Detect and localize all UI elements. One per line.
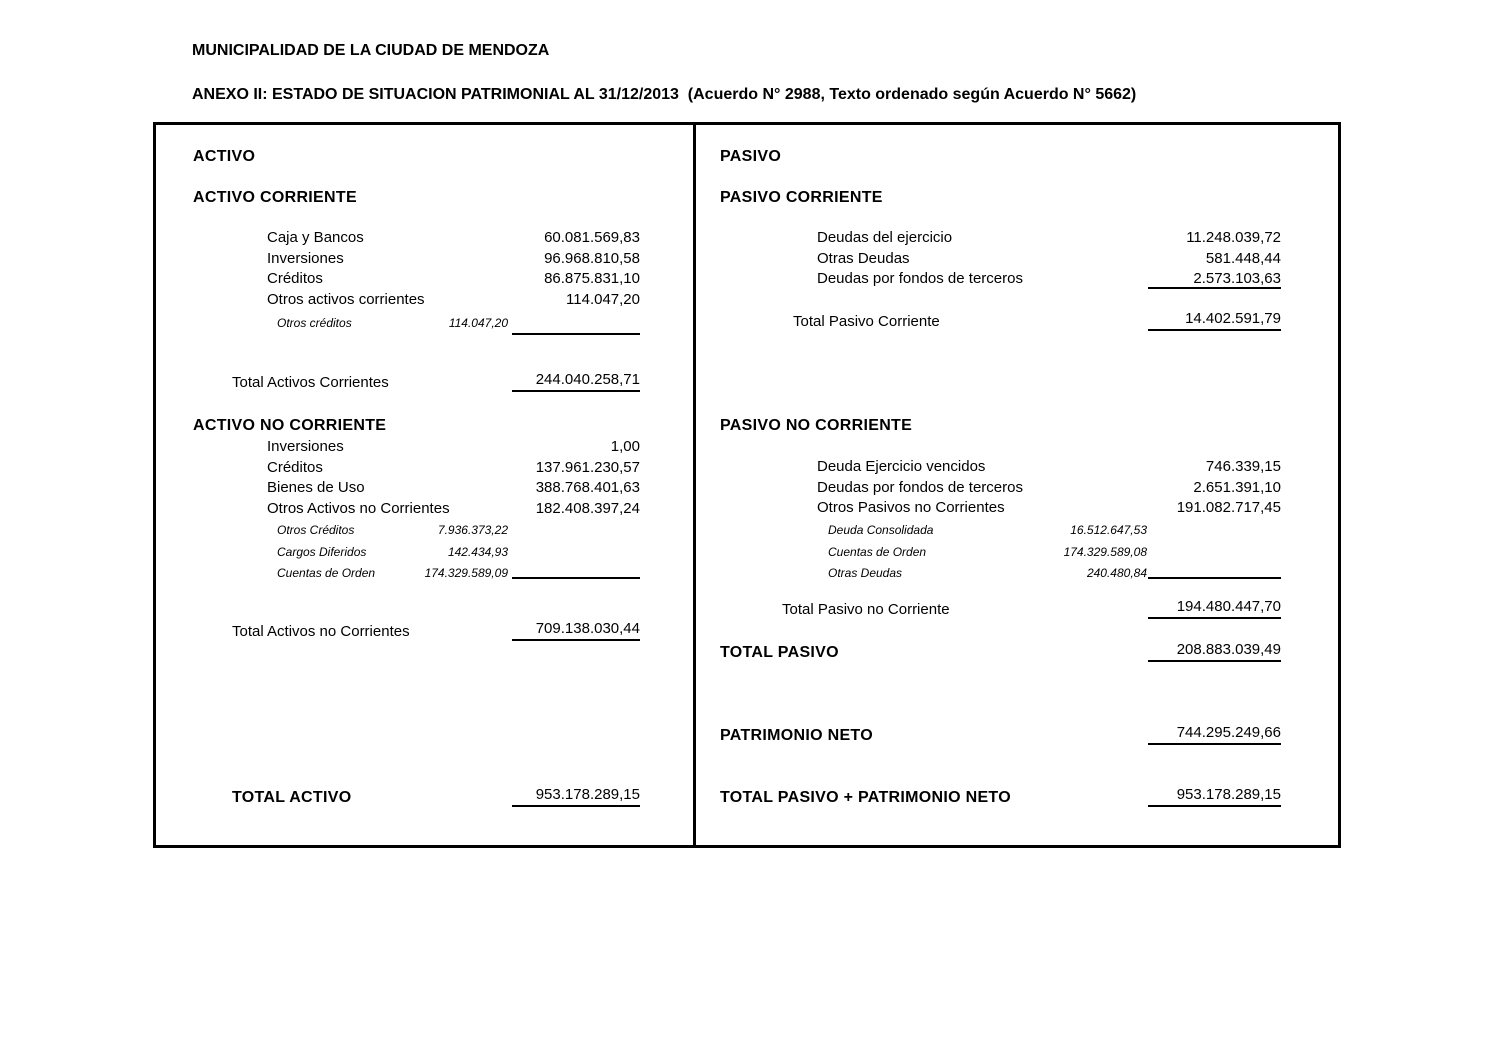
line-item-value: 114.047,20 xyxy=(566,290,640,308)
total-amount-cell xyxy=(1148,724,1281,745)
activo-section-title: ACTIVO xyxy=(193,148,256,165)
line-item-label: Créditos xyxy=(267,270,323,287)
pasivo-no-corriente-title: PASIVO NO CORRIENTE xyxy=(720,417,913,434)
total-label: Total Pasivo no Corriente xyxy=(782,601,950,618)
line-item-label: Deudas por fondos de terceros xyxy=(817,270,1023,287)
line-item-row xyxy=(156,290,640,311)
pasivo-corriente-title: PASIVO CORRIENTE xyxy=(720,189,883,206)
line-item-value: 191.082.717,45 xyxy=(1176,499,1281,516)
activo-no-corriente-subrows xyxy=(156,520,640,585)
total-label: TOTAL ACTIVO xyxy=(232,789,352,806)
total-amount-cell xyxy=(1148,598,1281,619)
pasivo-section-title: PASIVO xyxy=(720,148,782,165)
total-value: 194.480.447,70 xyxy=(1176,598,1281,615)
sub-item-row xyxy=(696,520,1281,542)
line-item-row xyxy=(696,478,1281,499)
line-item-row xyxy=(156,437,640,458)
line-item-value: 137.961.230,57 xyxy=(535,458,640,476)
total-label: Total Activos Corrientes xyxy=(232,374,389,391)
line-item-value: 86.875.831,10 xyxy=(544,270,640,287)
line-item-row xyxy=(156,228,640,249)
total-activos-no-corrientes-row xyxy=(156,620,1338,643)
total-value: 709.138.030,44 xyxy=(535,620,640,637)
line-item-value: 746.339,15 xyxy=(1205,458,1281,475)
sub-item-row xyxy=(696,542,1281,564)
line-item-label: Caja y Bancos xyxy=(267,229,364,246)
sub-item-value: 16.512.647,53 xyxy=(1070,523,1147,537)
total-value: 14.402.591,79 xyxy=(1185,310,1281,327)
total-pasivo-corriente-row xyxy=(156,310,1338,333)
total-amount-cell xyxy=(512,371,640,392)
total-label: PATRIMONIO NETO xyxy=(720,727,873,744)
total-label: TOTAL PASIVO xyxy=(720,644,839,661)
total-amount-cell xyxy=(512,620,640,641)
sub-item-value: 142.434,93 xyxy=(447,544,508,559)
line-item-value: 11.248.039,72 xyxy=(1186,229,1281,246)
line-item-label: Créditos xyxy=(267,458,323,476)
line-item-row xyxy=(696,249,1281,270)
sub-item-label: Cuentas de Orden xyxy=(828,544,927,559)
activo-no-corriente-rows xyxy=(156,437,640,519)
pasivo-corriente-rows xyxy=(696,228,1281,290)
sub-item-row xyxy=(156,520,640,542)
line-item-row xyxy=(156,269,640,290)
line-item-row xyxy=(696,457,1281,478)
line-item-value: 182.408.397,24 xyxy=(535,499,640,517)
total-value: 744.295.249,66 xyxy=(1176,724,1281,741)
sub-item-label: Otras Deudas xyxy=(828,566,903,580)
line-item-label: Deudas por fondos de terceros xyxy=(817,478,1023,496)
sub-item-label: Otros Créditos xyxy=(277,523,355,537)
pasivo-no-corriente-rows xyxy=(696,457,1281,519)
total-value: 208.883.039,49 xyxy=(1176,641,1281,658)
sub-item-label: Otros créditos xyxy=(277,316,352,330)
sub-item-row xyxy=(156,563,640,585)
sub-item-value: 240.480,84 xyxy=(1086,566,1147,580)
line-item-label: Otros Pasivos no Corrientes xyxy=(817,499,1005,516)
sub-item-label: Deuda Consolidada xyxy=(828,523,934,537)
line-item-row xyxy=(696,228,1281,249)
sub-item-row xyxy=(156,542,640,564)
patrimonio-neto-row xyxy=(156,724,1338,747)
total-value: 953.178.289,15 xyxy=(535,786,640,803)
statement-box xyxy=(153,122,1341,848)
sub-item-row xyxy=(696,563,1281,585)
sub-item-value: 174.329.589,08 xyxy=(1063,544,1147,559)
line-item-value: 581.448,44 xyxy=(1205,249,1281,267)
total-pasivo-patrimonio-row xyxy=(156,786,1338,809)
line-item-row xyxy=(696,498,1281,519)
sub-item-value: 174.329.589,09 xyxy=(424,566,508,580)
line-item-label: Otras Deudas xyxy=(817,249,910,267)
total-activos-corrientes-row xyxy=(156,371,1338,394)
line-item-value: 60.081.569,83 xyxy=(544,229,640,246)
underline-rule xyxy=(512,333,640,335)
total-pasivo-row xyxy=(156,641,1338,664)
line-item-label: Deuda Ejercicio vencidos xyxy=(817,458,986,475)
line-item-label: Bienes de Uso xyxy=(267,479,365,496)
line-item-row xyxy=(156,499,640,520)
line-item-value: 1,00 xyxy=(610,438,640,455)
line-item-label: Inversiones xyxy=(267,438,344,455)
total-label: TOTAL PASIVO + PATRIMONIO NETO xyxy=(720,789,1011,806)
line-item-label: Inversiones xyxy=(267,249,344,267)
line-item-value: 388.768.401,63 xyxy=(535,479,640,496)
line-item-label: Deudas del ejercicio xyxy=(817,229,953,246)
line-item-value: 2.573.103,63 xyxy=(1193,270,1281,287)
total-amount-cell xyxy=(1148,641,1281,662)
underline-rule xyxy=(1148,577,1281,579)
document-subtitle: ANEXO II: ESTADO DE SITUACION PATRIMONIAL AL 31/12/2013 (Acuerdo N° 2988, Texto ordenado según Acuerdo N° 5662) xyxy=(192,86,1137,103)
total-value: 953.178.289,15 xyxy=(1176,786,1281,803)
pasivo-no-corriente-subrows xyxy=(696,520,1281,585)
underline-rule xyxy=(512,577,640,579)
line-item-value: 96.968.810,58 xyxy=(544,249,640,267)
sub-item-value: 7.936.373,22 xyxy=(437,523,508,537)
line-item-row xyxy=(156,478,640,499)
total-label: Total Activos no Corrientes xyxy=(232,623,410,640)
sub-item-value: 114.047,20 xyxy=(448,316,508,330)
total-label: Total Pasivo Corriente xyxy=(793,313,940,330)
line-item-label: Otros activos corrientes xyxy=(267,290,425,308)
sub-item-label: Cargos Diferidos xyxy=(277,544,367,559)
total-pasivo-no-corriente-row xyxy=(156,598,1338,621)
underline-rule xyxy=(1148,287,1281,289)
total-value: 244.040.258,71 xyxy=(535,371,640,388)
line-item-value: 2.651.391,10 xyxy=(1193,478,1281,496)
total-amount-cell xyxy=(1148,310,1281,331)
activo-no-corriente-title: ACTIVO NO CORRIENTE xyxy=(193,417,387,434)
sub-item-label: Cuentas de Orden xyxy=(277,566,376,580)
total-amount-cell xyxy=(1148,786,1281,807)
activo-corriente-rows xyxy=(156,228,640,310)
document-title: MUNICIPALIDAD DE LA CIUDAD DE MENDOZA xyxy=(192,42,550,59)
activo-corriente-title: ACTIVO CORRIENTE xyxy=(193,189,357,206)
line-item-row xyxy=(156,249,640,270)
line-item-label: Otros Activos no Corrientes xyxy=(267,499,450,517)
line-item-row xyxy=(156,458,640,479)
